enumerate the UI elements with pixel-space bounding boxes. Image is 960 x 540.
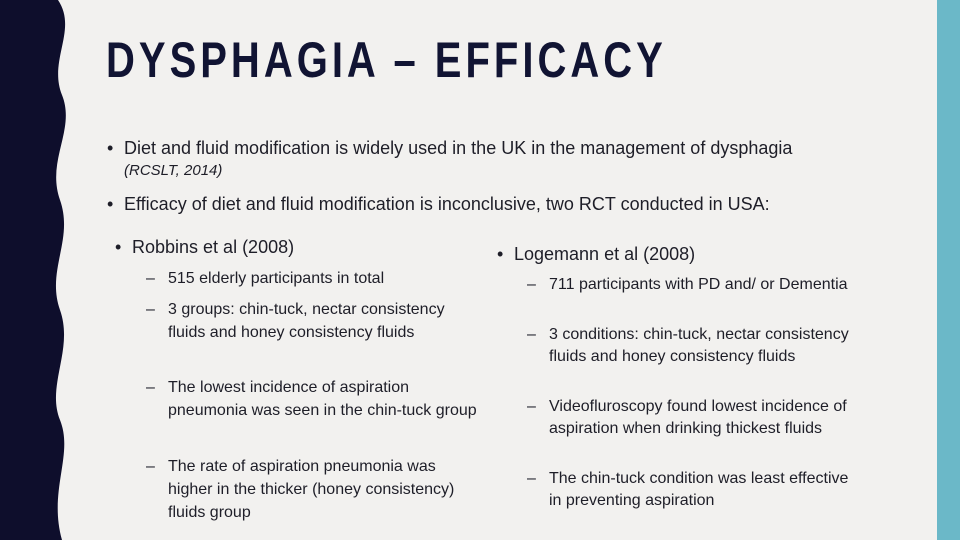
sub-point: [527, 324, 849, 368]
dash-marker: –: [527, 398, 536, 415]
sub-point: [146, 376, 478, 422]
sub-point-text: The chin-tuck condition was least effective in preventing aspiration: [549, 470, 849, 509]
study-heading: [497, 243, 695, 265]
study-heading-text: Logemann et al (2008): [514, 244, 696, 264]
sub-point: [146, 267, 478, 290]
bullet-dot: •: [115, 237, 122, 257]
right-accent-band: [937, 0, 960, 540]
sub-point: [146, 455, 478, 524]
bullet-2-text: Efficacy of diet and fluid modification is inconclusive, two RCT conducted in USA:: [124, 194, 770, 214]
dash-marker: –: [527, 326, 536, 343]
sub-point-text: The lowest incidence of aspiration pneumonia was seen in the chin-tuck group: [168, 379, 477, 419]
dash-marker: –: [527, 276, 536, 293]
study-heading: [115, 236, 294, 258]
sub-point-text: Videofluroscopy found lowest incidence of aspiration when drinking thickest fluids: [549, 398, 847, 437]
bullet-1-text: Diet and fluid modification is widely used in the UK in the management of dysphagia: [124, 138, 793, 158]
bullet-1: [107, 137, 792, 159]
dash-marker: –: [146, 458, 155, 475]
bullet-dot: •: [107, 138, 114, 158]
sub-point-text: 3 groups: chin-tuck, nectar consistency fluids and honey consistency fluids: [168, 301, 445, 341]
sub-point: [527, 468, 849, 512]
dash-marker: –: [527, 470, 536, 487]
study-heading-text: Robbins et al (2008): [132, 237, 295, 257]
dash-marker: –: [146, 301, 155, 318]
bullet-dot: •: [107, 194, 114, 214]
slide-title: DYSPHAGIA – EFFICACY: [106, 32, 667, 88]
sub-point-text: 3 conditions: chin-tuck, nectar consistency fluids and honey consistency fluids: [549, 326, 849, 365]
sub-point-text: The rate of aspiration pneumonia was higher in the thicker (honey consistency) fluids group: [168, 458, 455, 521]
sub-point-text: 515 elderly participants in total: [168, 270, 385, 287]
sub-point: [527, 274, 849, 296]
bullet-2: [107, 193, 770, 215]
left-wave-band: [0, 0, 80, 540]
bullet-dot: •: [497, 244, 504, 264]
sub-point: [527, 396, 849, 440]
sub-point-text: 711 participants with PD and/ or Dementia: [549, 276, 848, 293]
dash-marker: –: [146, 270, 155, 287]
sub-point: [146, 298, 478, 344]
citation: (RCSLT, 2014): [124, 162, 223, 179]
dash-marker: –: [146, 379, 155, 396]
